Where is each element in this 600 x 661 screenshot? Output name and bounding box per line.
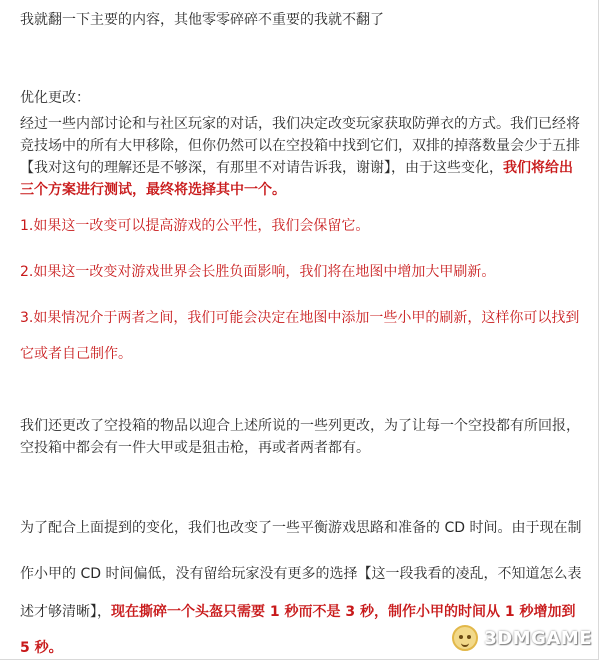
para1-line3 bbox=[20, 158, 573, 178]
para1-line4-highlight: 三个方案进行测试，最终将选择其中一个。 bbox=[20, 182, 286, 198]
para3-line3-highlight: 现在撕碎一个头盔只需要 1 秒而不是 3 秒，制作小甲的时间从 1 秒增加到 bbox=[111, 604, 576, 620]
option-3-line2: 它或者自己制作。 bbox=[20, 346, 132, 362]
watermark bbox=[452, 625, 592, 651]
para1-line3-normal: 【我对这句的理解还是不够深，有那里不对请告诉我，谢谢】，由于这些变化， bbox=[20, 160, 503, 176]
intro-text: 我就翻一下主要的内容，其他零零碎碎不重要的我就不翻了 bbox=[20, 12, 384, 28]
para1-line2: 竞技场中的所有大甲移除，但你仍然可以在空投箱中找到它们，双排的掉落数量会少于五排 bbox=[20, 138, 580, 154]
para1-line1: 经过一些内部讨论和与社区玩家的对话，我们决定改变玩家获取防弹衣的方式。我们已经将 bbox=[20, 116, 580, 132]
watermark-text: 3DMGAME bbox=[484, 627, 592, 649]
mascot-face-icon bbox=[452, 625, 478, 651]
para3-line2: 作小甲的 CD 时间偏低，没有留给玩家没有更多的选择【这一段我看的凌乱，不知道怎么表 bbox=[20, 566, 582, 582]
para2-line1: 我们还更改了空投箱的物品以迎合上述所说的一些列更改，为了让每一个空投都有所回报， bbox=[20, 418, 580, 434]
para3-line1: 为了配合上面提到的变化，我们也改变了一些平衡游戏思路和准备的 CD 时间。由于现在制 bbox=[20, 520, 582, 536]
section-title: 优化更改： bbox=[20, 90, 90, 106]
para3-line3 bbox=[20, 602, 575, 622]
para2-line2: 空投箱中都会有一件大甲或是狙击枪，再或者两者都有。 bbox=[20, 440, 370, 456]
para3-line3-normal: 述才够清晰】， bbox=[20, 604, 111, 620]
para1-line3-highlight: 我们将给出 bbox=[503, 160, 573, 176]
option-3-line1: 3.如果情况介于两者之间，我们可能会决定在地图中添加一些小甲的刷新，这样你可以找到 bbox=[20, 310, 580, 326]
para3-line4-highlight: 5 秒。 bbox=[20, 640, 63, 656]
option-1: 1.如果这一改变可以提高游戏的公平性，我们会保留它。 bbox=[20, 218, 370, 234]
option-2: 2.如果这一改变对游戏世界会长胜负面影响，我们将在地图中增加大甲刷新。 bbox=[20, 264, 496, 280]
